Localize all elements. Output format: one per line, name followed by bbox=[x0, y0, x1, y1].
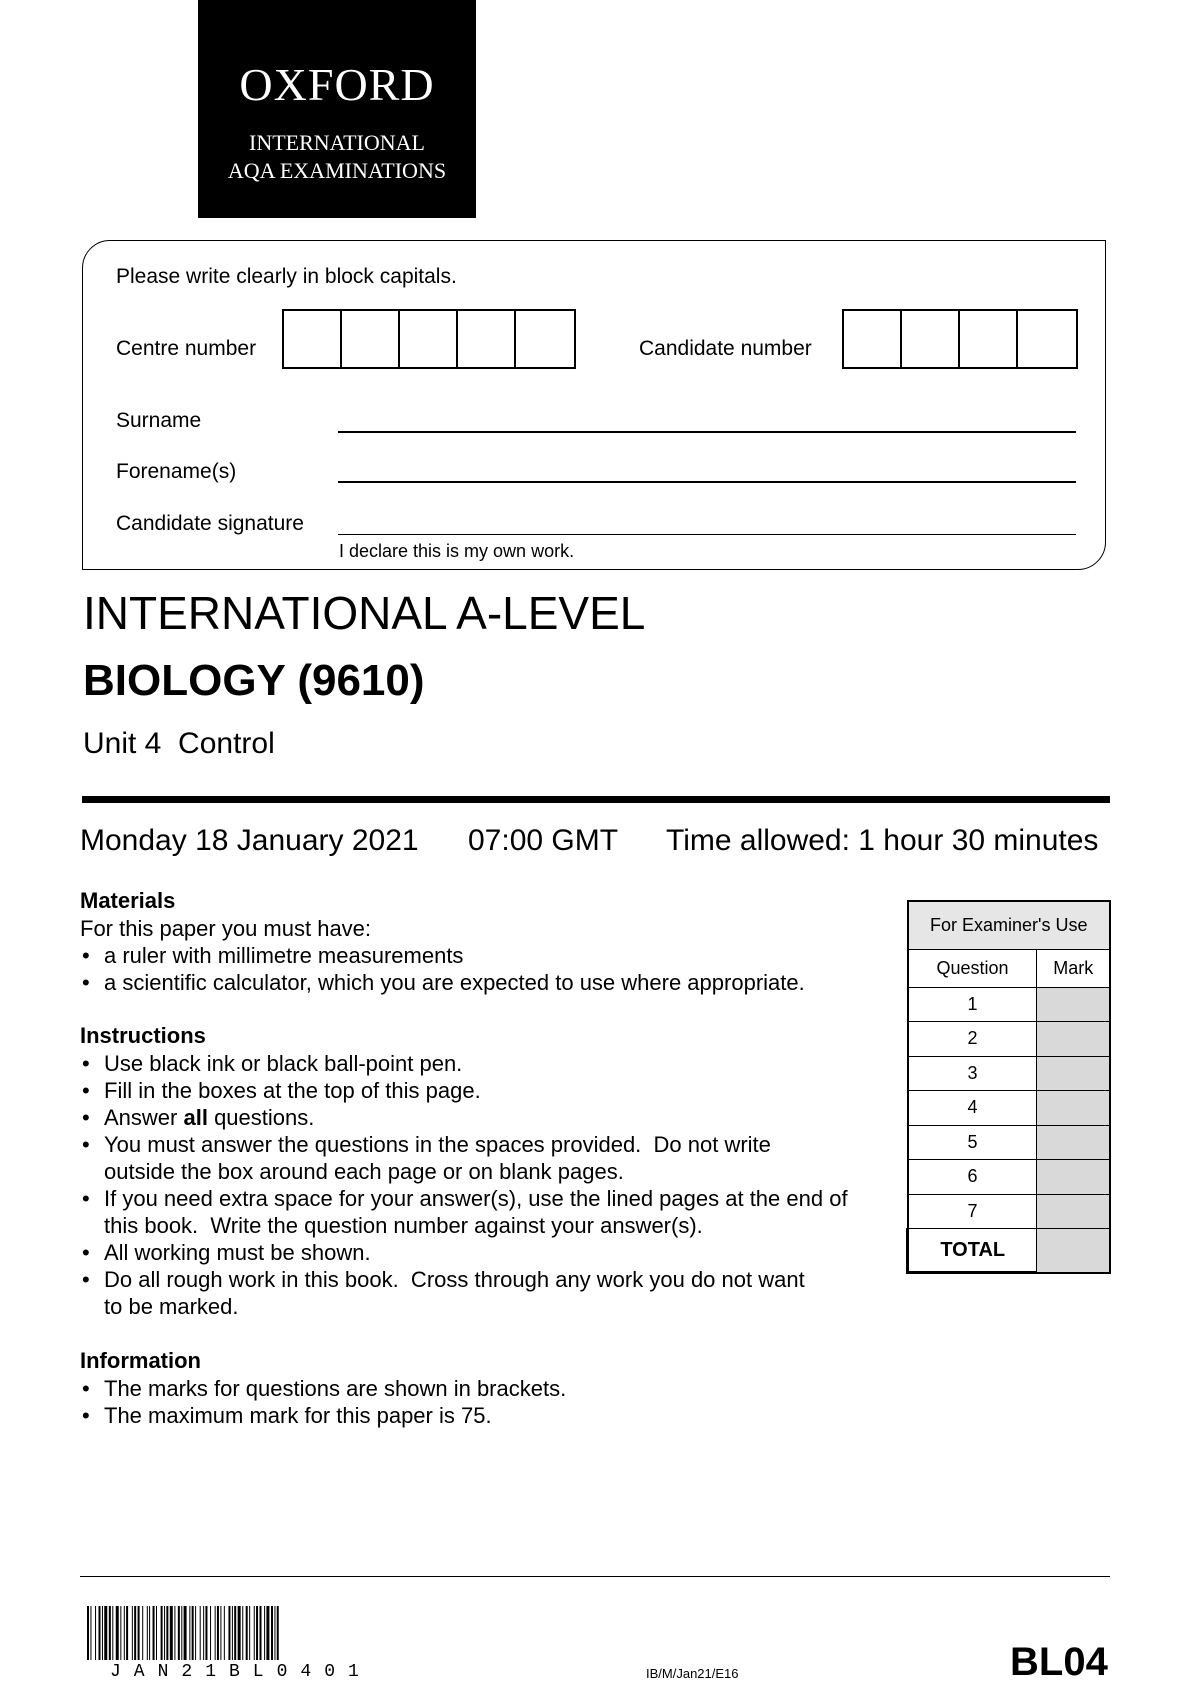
list-item bbox=[80, 1104, 848, 1131]
barcode-caption: JAN21BL0401 bbox=[110, 1662, 372, 1682]
table-row bbox=[908, 1125, 1111, 1160]
logo-line-aqa: AQA EXAMINATIONS bbox=[227, 158, 447, 183]
table-row bbox=[908, 1160, 1111, 1195]
logo-line-international: INTERNATIONAL bbox=[249, 130, 425, 155]
examiner-use-table bbox=[906, 900, 1111, 1274]
mark-cell bbox=[1037, 1091, 1110, 1126]
title-divider bbox=[82, 796, 1110, 803]
list-item-line: this book. Write the question number against your answer(s). bbox=[104, 1213, 703, 1238]
list-item: • The maximum mark for this paper is 75. bbox=[80, 1402, 566, 1429]
mark-cell bbox=[1037, 1125, 1110, 1160]
list-item: • The marks for questions are shown in brackets. bbox=[80, 1375, 566, 1402]
list-item: • a scientific calculator, which you are expected to use where appropriate. bbox=[80, 969, 805, 996]
candidate-number-digit[interactable] bbox=[844, 311, 902, 367]
table-row bbox=[908, 1194, 1111, 1229]
question-number: 2 bbox=[908, 1022, 1037, 1057]
question-number: 5 bbox=[908, 1125, 1037, 1160]
mark-cell bbox=[1037, 1194, 1110, 1229]
candidate-number-boxes[interactable] bbox=[842, 309, 1078, 369]
list-item bbox=[80, 1131, 848, 1185]
candidate-number-label: Candidate number bbox=[639, 337, 812, 360]
list-item: • Use black ink or black ball-point pen. bbox=[80, 1050, 848, 1077]
candidate-number-digit[interactable] bbox=[902, 311, 960, 367]
centre-number-label: Centre number bbox=[116, 337, 257, 360]
centre-number-digit[interactable] bbox=[400, 311, 458, 367]
list-item bbox=[80, 1266, 848, 1320]
list-item: • All working must be shown. bbox=[80, 1239, 848, 1266]
instructions-section bbox=[80, 1021, 848, 1320]
question-number: 6 bbox=[908, 1160, 1037, 1195]
materials-intro: For this paper you must have: bbox=[80, 916, 372, 941]
table-row bbox=[908, 1091, 1111, 1126]
footer-rule bbox=[80, 1576, 1110, 1577]
signature-label: Candidate signature bbox=[116, 512, 304, 535]
materials-section bbox=[80, 886, 805, 996]
answer-text: Answer bbox=[104, 1105, 184, 1130]
forename-line[interactable] bbox=[338, 481, 1076, 483]
surname-label: Surname bbox=[116, 409, 202, 432]
unit-title: Unit 4 Control bbox=[83, 727, 275, 760]
mark-column-header: Mark bbox=[1037, 949, 1110, 987]
list-item-line: outside the box around each page or on blank pages. bbox=[104, 1159, 624, 1184]
answer-all-emphasis: all bbox=[183, 1105, 208, 1130]
declaration-text: I declare this is my own work. bbox=[339, 541, 575, 561]
forename-label: Forename(s) bbox=[116, 460, 237, 483]
mark-cell bbox=[1037, 987, 1110, 1022]
list-item bbox=[80, 1185, 848, 1239]
table-row bbox=[908, 1022, 1111, 1057]
table-row bbox=[908, 987, 1111, 1022]
candidate-number-digit[interactable] bbox=[960, 311, 1018, 367]
centre-number-boxes[interactable] bbox=[282, 309, 576, 369]
total-label: TOTAL bbox=[908, 1229, 1037, 1273]
centre-number-digit[interactable] bbox=[458, 311, 516, 367]
list-item: • Fill in the boxes at the top of this page. bbox=[80, 1077, 848, 1104]
paper-code: BL04 bbox=[1010, 1640, 1108, 1684]
examiner-table-title: For Examiner's Use bbox=[908, 901, 1111, 949]
question-number: 7 bbox=[908, 1194, 1037, 1229]
subject-title: BIOLOGY (9610) bbox=[83, 656, 425, 705]
table-row bbox=[908, 1056, 1111, 1091]
list-item-line: • If you need extra space for your answer(s), use the lined pages at the end of bbox=[104, 1186, 848, 1211]
list-item-line: • Do all rough work in this book. Cross through any work you do not want bbox=[104, 1267, 805, 1292]
question-number: 3 bbox=[908, 1056, 1037, 1091]
barcode-icon bbox=[87, 1606, 445, 1660]
time-allowed: Time allowed: 1 hour 30 minutes bbox=[666, 824, 1099, 857]
materials-heading: Materials bbox=[80, 888, 176, 913]
total-row bbox=[908, 1229, 1111, 1273]
question-number: 4 bbox=[908, 1091, 1037, 1126]
exam-date: Monday 18 January 2021 bbox=[80, 824, 419, 857]
candidate-details-box bbox=[82, 240, 1106, 570]
list-item: • a ruler with millimetre measurements bbox=[80, 942, 805, 969]
mark-cell bbox=[1037, 1160, 1110, 1195]
information-section bbox=[80, 1346, 566, 1429]
surname-line[interactable] bbox=[338, 431, 1076, 433]
question-number: 1 bbox=[908, 987, 1037, 1022]
instructions-heading: Instructions bbox=[80, 1023, 206, 1048]
oxford-aqa-logo bbox=[198, 0, 476, 218]
centre-number-digit[interactable] bbox=[516, 311, 574, 367]
mark-cell bbox=[1037, 1022, 1110, 1057]
block-capitals-instruction: Please write clearly in block capitals. bbox=[116, 265, 457, 288]
question-column-header: Question bbox=[908, 949, 1037, 987]
candidate-number-digit[interactable] bbox=[1018, 311, 1076, 367]
paper-reference: IB/M/Jan21/E16 bbox=[646, 1666, 739, 1681]
exam-time: 07:00 GMT bbox=[468, 824, 619, 857]
centre-number-digit[interactable] bbox=[342, 311, 400, 367]
list-item-line: to be marked. bbox=[104, 1294, 239, 1319]
information-heading: Information bbox=[80, 1348, 201, 1373]
logo-line-oxford: OXFORD bbox=[239, 59, 435, 110]
qualification-level: INTERNATIONAL A-LEVEL bbox=[83, 587, 646, 639]
centre-number-digit[interactable] bbox=[284, 311, 342, 367]
total-mark-cell bbox=[1037, 1229, 1110, 1273]
mark-cell bbox=[1037, 1056, 1110, 1091]
answer-text-end: questions. bbox=[207, 1105, 315, 1130]
signature-line[interactable] bbox=[338, 534, 1076, 535]
list-item-line: • You must answer the questions in the spaces provided. Do not write bbox=[104, 1132, 771, 1157]
